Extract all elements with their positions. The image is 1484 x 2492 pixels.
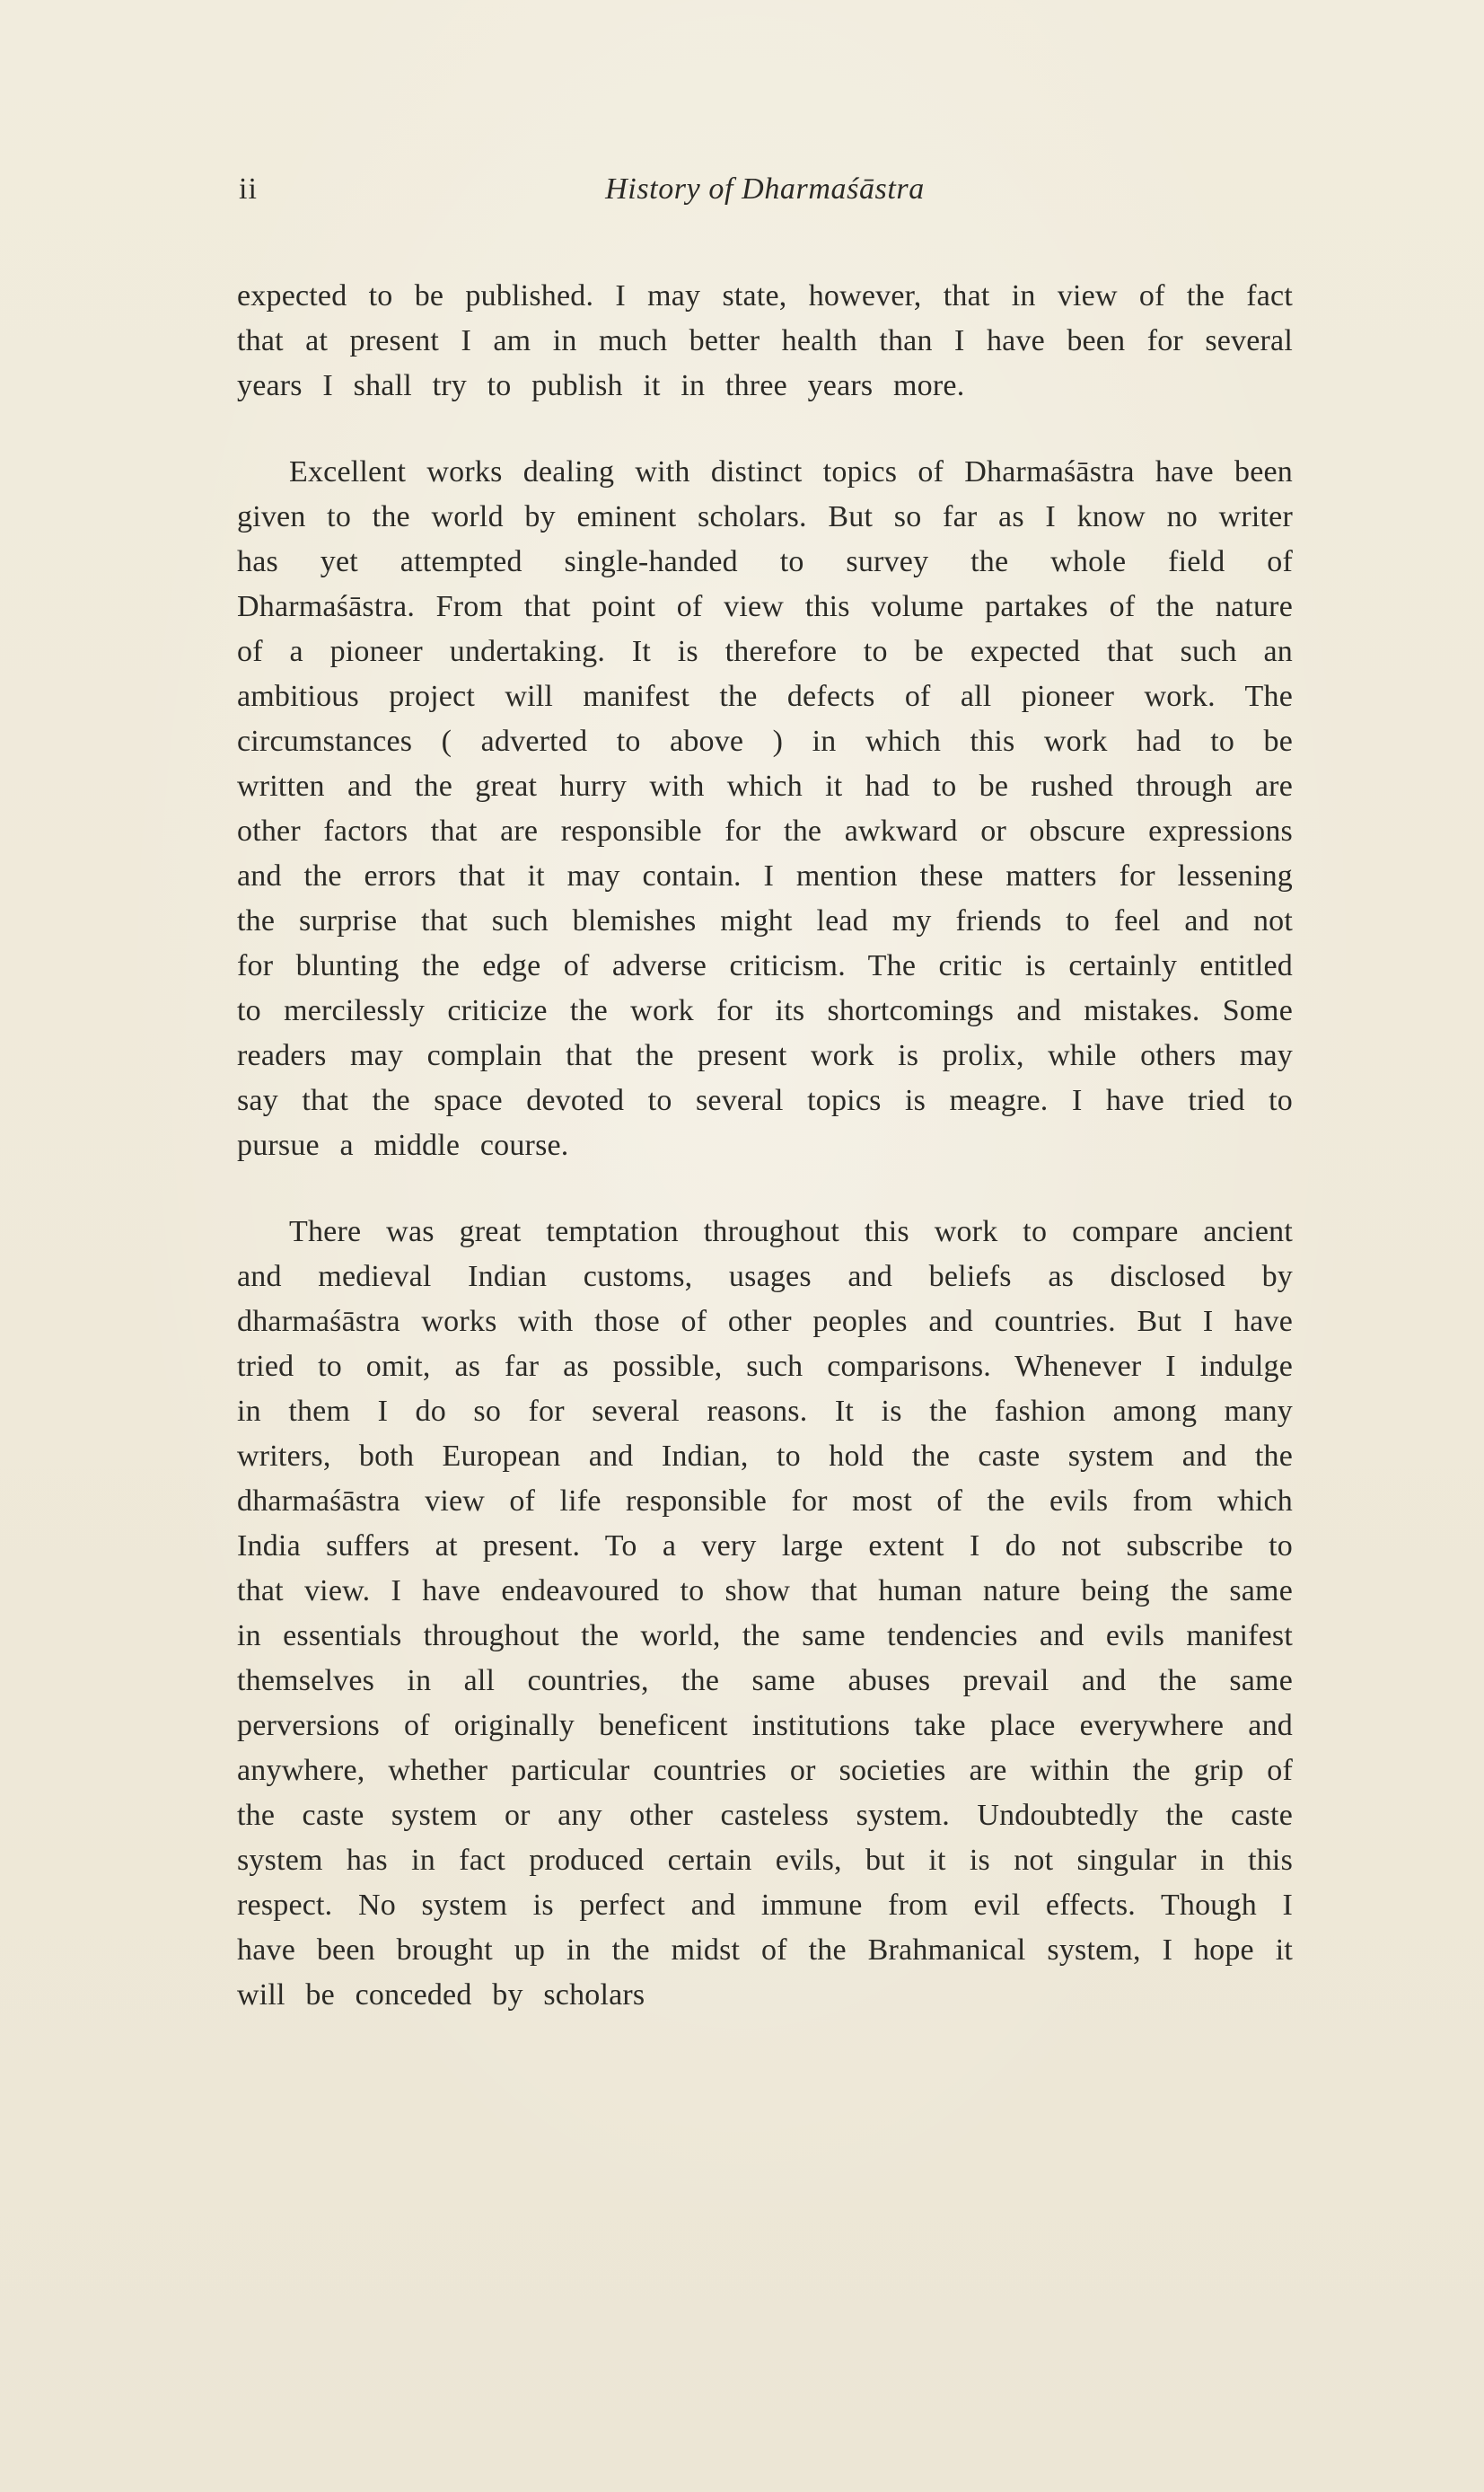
page-header bbox=[237, 166, 1293, 213]
paragraph-continuation: expected to be published. I may state, however, that in view of the fact that at present I am in much better health than I have been for several years I shall try to publish it in three years more. bbox=[237, 279, 1293, 402]
text-block bbox=[237, 274, 1293, 2018]
paragraph: There was great temptation throughout this work to compare ancient and medieval Indian customs, usages and beliefs as disclosed by dharmaśāstra works with those of other peoples and countries. But I have tried to omit, as far as possible, such comparisons. Whenever I indulge in them I do so for several reasons. It is the fashion among many writers, both European and Indian, to hold the caste system and the dharmaśāstra view of life responsible for most of the evils from which India suffers at present. To a very large extent I do not subscribe to that view. I have endeavoured to show that human nature being the same in essentials throughout the world, the same tendencies and evils manifest themselves in all countries, the same abuses prevail and the same perversions of originally beneficent institutions take place everywhere and anywhere, whether particular countries or societies are within the grip of the caste system or any other casteless system. Undoubtedly the caste system has in fact produced certain evils, but it is not singular in this respect. No system is perfect and immune from evil effects. Though I have been brought up in the midst of the Brahmanical system, I hope it will be conceded by scholars bbox=[237, 1215, 1293, 2012]
paragraph: Excellent works dealing with distinct topics of Dharmaśāstra have been given to the world by eminent scholars. But so far as I know no writer has yet attempted single-handed to survey the whole field of Dharmaśāstra. From that point of view this volume partakes of the nature of a pioneer undertaking. It is therefore to be expected that such an ambitious project will manifest the defects of all pioneer work. The circumstances ( adverted to above ) in which this work had to be written and the great hurry with which it had to be rushed through are other factors that are responsible for the awkward or obscure expressions and the errors that it may contain. I mention these matters for lessening the surprise that such blemishes might lead my friends to feel and not for blunting the edge of adverse criticism. The critic is certainly entitled to mercilessly criticize the work for its shortcomings and mistakes. Some readers may complain that the present work is prolix, while others may say that the space devoted to several topics is meagre. I have tried to pursue a middle course. bbox=[237, 455, 1293, 1162]
running-title: History of Dharmaśāstra bbox=[605, 172, 925, 206]
page-number: ii bbox=[239, 172, 258, 206]
